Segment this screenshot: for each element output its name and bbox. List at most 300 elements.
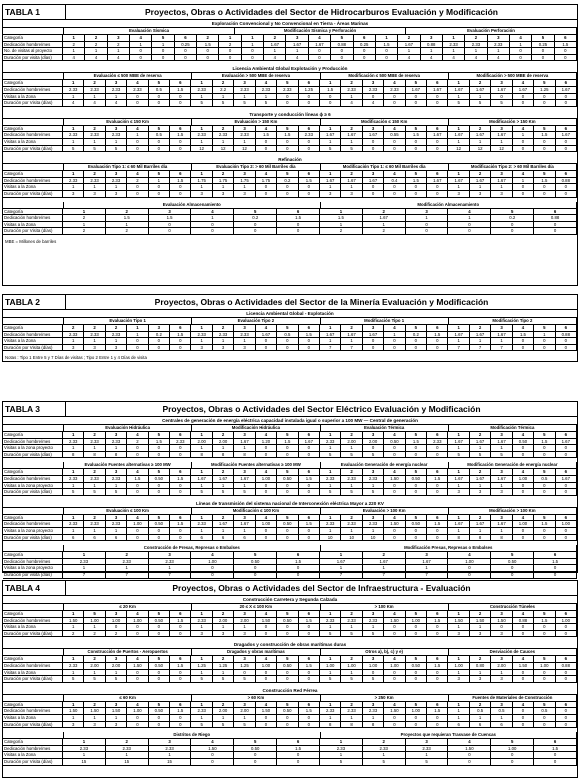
table-cell: 2.00 bbox=[84, 663, 105, 670]
table-cell: 5 bbox=[363, 452, 384, 459]
table-cell: 2.00 bbox=[213, 439, 234, 446]
table-cell: 3 bbox=[191, 631, 212, 638]
table-cell: 1 bbox=[320, 126, 341, 133]
table-cell: 1 bbox=[63, 752, 106, 759]
subheading: Evaluación Tipo 1 bbox=[64, 318, 192, 324]
subheading-row bbox=[3, 425, 577, 432]
table-title-bar bbox=[3, 402, 577, 417]
table-cell: 0 bbox=[384, 722, 405, 729]
table-cell: 3 bbox=[470, 489, 491, 496]
subheading-spacer bbox=[3, 28, 64, 34]
table-cell: 1.67 bbox=[470, 439, 491, 446]
data-grid bbox=[3, 80, 577, 106]
table-cell: 1.00 bbox=[406, 708, 427, 715]
table-cell: 2.33 bbox=[320, 618, 341, 625]
table-cell: 1.67 bbox=[491, 476, 512, 483]
table-cell: 1.67 bbox=[470, 132, 491, 139]
subheading: Modificación Tipo 1 bbox=[321, 318, 449, 324]
table-cell: 2 bbox=[470, 702, 491, 709]
subheading: Modificación ≤ 500 MBE de reserva bbox=[321, 73, 449, 79]
table-cell: 2 bbox=[63, 631, 84, 638]
table-cell: 1 bbox=[106, 528, 127, 535]
table-cell: 0 bbox=[448, 565, 491, 572]
data-grid bbox=[3, 552, 577, 578]
table-cell: 5 bbox=[406, 611, 427, 618]
table-cell: 5 bbox=[406, 656, 427, 663]
table-cell: 0 bbox=[256, 184, 277, 191]
table-cell: 1.5 bbox=[277, 439, 298, 446]
table-title: Proyectos, Obras o Actividades del Sector Eléctrico Evaluación y Modificación bbox=[162, 404, 481, 414]
table-cell: 5 bbox=[152, 35, 174, 42]
table-cell: 0 bbox=[277, 191, 298, 198]
table-cell: 1 bbox=[320, 325, 341, 332]
table-cell: 1 bbox=[84, 715, 105, 722]
table-cell: 12 bbox=[448, 146, 469, 153]
table-cell: 5 bbox=[277, 515, 298, 522]
table-cell: 5 bbox=[534, 126, 555, 133]
table-cell: 1.50 bbox=[448, 618, 469, 625]
table-cell: 2 bbox=[341, 325, 362, 332]
table-cell: 1.67 bbox=[341, 132, 362, 139]
table-cell: 3 bbox=[491, 80, 512, 87]
table-cell: 3 bbox=[84, 191, 105, 198]
table-cell: 0 bbox=[149, 722, 170, 729]
table-cell: 5 bbox=[320, 452, 341, 459]
table-cell: 0 bbox=[513, 452, 534, 459]
table-cell: 0 bbox=[534, 445, 555, 452]
table-cell: 1 bbox=[234, 94, 255, 101]
table-cell: 1 bbox=[320, 702, 341, 709]
table-cell: 0 bbox=[234, 565, 277, 572]
subheading: Evaluación Hidráulica bbox=[64, 425, 192, 431]
table-cell: 1 bbox=[191, 656, 212, 663]
table-cell: 3 bbox=[213, 191, 234, 198]
table-cell: 2 bbox=[470, 325, 491, 332]
table-cell: 2 bbox=[363, 209, 406, 216]
table-cell: 0 bbox=[130, 55, 152, 62]
table-cell: 0 bbox=[191, 228, 234, 235]
table-cell: 1.67 bbox=[448, 87, 469, 94]
table-cell: 0 bbox=[299, 191, 320, 198]
table-cell: 5 bbox=[277, 469, 298, 476]
table-cell: 1 bbox=[320, 528, 341, 535]
table-cell: 4 bbox=[127, 126, 148, 133]
table-cell: 1.5 bbox=[277, 132, 298, 139]
table-cell: 0.50 bbox=[149, 521, 170, 528]
table-cell: 5 bbox=[331, 35, 353, 42]
table-cell: 0 bbox=[513, 489, 534, 496]
table-cell: 1.67 bbox=[448, 521, 469, 528]
table-cell: 0 bbox=[127, 452, 148, 459]
table-cell: 1 bbox=[127, 332, 148, 339]
table-cell: 1.00 bbox=[556, 521, 577, 528]
table-cell: 1 bbox=[491, 528, 512, 535]
table-cell: 1 bbox=[191, 80, 212, 87]
table-cell: 6 bbox=[427, 656, 448, 663]
table-cell: 0 bbox=[170, 631, 191, 638]
table-cell: 1.50 bbox=[470, 618, 491, 625]
table-cell: 1 bbox=[363, 483, 384, 490]
table-cell: 1 bbox=[84, 139, 105, 146]
table-cell: 0 bbox=[299, 489, 320, 496]
table-cell: 5 bbox=[491, 739, 534, 746]
table-cell: 2.33 bbox=[149, 559, 192, 566]
table-cell: 1 bbox=[63, 432, 84, 439]
table-cell: 2.33 bbox=[63, 332, 84, 339]
table-cell: 0.88 bbox=[534, 215, 577, 222]
table-cell: 0 bbox=[149, 631, 170, 638]
table-cell: 0 bbox=[299, 184, 320, 191]
table-cell: 1 bbox=[106, 445, 127, 452]
subheading: Evaluación Tipo 2: > 60 Mil Barriles día bbox=[192, 164, 320, 170]
table-cell: 2 bbox=[84, 631, 105, 638]
table-cell: 0 bbox=[534, 345, 555, 352]
table-cell: 1 bbox=[491, 483, 512, 490]
table-cell: 1 bbox=[320, 739, 363, 746]
table-cell: 1 bbox=[106, 184, 127, 191]
table-cell: 1 bbox=[341, 483, 362, 490]
table-cell: 1 bbox=[191, 215, 234, 222]
table-cell: 1 bbox=[491, 184, 512, 191]
table-cell: 0 bbox=[534, 676, 555, 683]
table-cell: 5 bbox=[406, 702, 427, 709]
table-cell: 5 bbox=[320, 676, 341, 683]
table-cell: 1 bbox=[448, 624, 469, 631]
table-cell: 1.00 bbox=[534, 663, 555, 670]
table-cell: 3 bbox=[106, 722, 127, 729]
table-cell: 3 bbox=[491, 676, 512, 683]
table-cell: 0 bbox=[363, 94, 384, 101]
table-cell: 0 bbox=[363, 670, 384, 677]
table-cell: 5 bbox=[277, 432, 298, 439]
table-cell: 4 bbox=[264, 55, 286, 62]
table-cell: 1.67 bbox=[320, 132, 341, 139]
table-cell: 1 bbox=[149, 565, 192, 572]
table-cell: 1.00 bbox=[363, 663, 384, 670]
table-cell: 1 bbox=[448, 80, 469, 87]
table-cell: 0 bbox=[170, 94, 191, 101]
table-cell: 0.88 bbox=[556, 332, 577, 339]
table-cell: 0 bbox=[234, 759, 277, 766]
subheading-row bbox=[3, 462, 577, 469]
table-cell: 1 bbox=[470, 184, 491, 191]
table-cell: 0 bbox=[534, 338, 555, 345]
table-cell: 1 bbox=[320, 611, 341, 618]
table-cell: 0 bbox=[513, 528, 534, 535]
tabla-4 bbox=[2, 580, 578, 778]
table-cell: 5 bbox=[277, 656, 298, 663]
table-cell: 1 bbox=[191, 469, 212, 476]
table-cell: 2 bbox=[106, 325, 127, 332]
table-cell: 6 bbox=[175, 35, 197, 42]
row-label: Categoría bbox=[3, 80, 63, 87]
table-cell: 0 bbox=[513, 184, 534, 191]
subheading-row bbox=[3, 164, 577, 171]
table-cell: 6 bbox=[427, 325, 448, 332]
table-cell: 1 bbox=[320, 184, 341, 191]
subheading-row bbox=[3, 649, 577, 656]
table-cell: 1.00 bbox=[256, 521, 277, 528]
table-cell: 4 bbox=[108, 55, 130, 62]
table-cell: 1 bbox=[363, 715, 384, 722]
table-cell: 0 bbox=[363, 139, 384, 146]
table-cell: 5 bbox=[534, 515, 555, 522]
table-cell: 3 bbox=[363, 80, 384, 87]
table-cell: 1 bbox=[106, 715, 127, 722]
table-cell: 3 bbox=[491, 325, 512, 332]
table-cell: 2 bbox=[84, 432, 105, 439]
table-cell: 5 bbox=[491, 100, 512, 107]
table-cell: 0 bbox=[299, 483, 320, 490]
table-cell: 1 bbox=[448, 184, 469, 191]
table-cell: 1 bbox=[63, 338, 84, 345]
table-cell: 1.67 bbox=[427, 87, 448, 94]
table-cell: 1.50 bbox=[63, 708, 84, 715]
table-cell: 0 bbox=[277, 670, 298, 677]
table-cell: 0 bbox=[556, 708, 577, 715]
row-label: Dedicación hombre/mes bbox=[3, 663, 63, 670]
table-cell: 3 bbox=[421, 35, 443, 42]
table-cell: 15 bbox=[106, 759, 149, 766]
table-cell: 0 bbox=[384, 670, 405, 677]
table-cell: 1 bbox=[63, 656, 84, 663]
table-cell: 2.33 bbox=[427, 439, 448, 446]
table-cell: 4 bbox=[384, 515, 405, 522]
table-cell: 5 bbox=[84, 146, 105, 153]
table-cell: 0 bbox=[384, 146, 405, 153]
table-cell: 5 bbox=[363, 676, 384, 683]
table-cell: 1.67 bbox=[341, 332, 362, 339]
table-cell: 4 bbox=[513, 126, 534, 133]
table-cell: 5 bbox=[149, 126, 170, 133]
table-cell: 5 bbox=[149, 656, 170, 663]
subheading: 20 ≤ X ≤ 100 Km bbox=[192, 604, 320, 610]
table-cell: 2 bbox=[197, 35, 219, 42]
table-cell: 6 bbox=[427, 432, 448, 439]
table-cell: 2 bbox=[470, 126, 491, 133]
table-cell: 1 bbox=[106, 670, 127, 677]
table-cell: 1 bbox=[398, 48, 420, 55]
section-heading: Transporte y conducción líneas ϕ ≥ 6 bbox=[3, 111, 577, 119]
table-title-bar bbox=[3, 295, 577, 310]
table-cell: 2.00 bbox=[106, 663, 127, 670]
table-cell: 2 bbox=[470, 171, 491, 178]
table-cell: 0 bbox=[191, 572, 234, 579]
table-cell: 0 bbox=[127, 489, 148, 496]
table-cell: 2 bbox=[470, 656, 491, 663]
subheading: ≤ 60 Km bbox=[64, 695, 192, 701]
table-cell: 1.5 bbox=[320, 87, 341, 94]
table-cell: 3 bbox=[106, 656, 127, 663]
table-cell: 4 bbox=[448, 209, 491, 216]
table-cell: 2.33 bbox=[84, 178, 105, 185]
table-cell: 1 bbox=[213, 483, 234, 490]
table-cell: 0 bbox=[277, 100, 298, 107]
table-cell: 5 bbox=[277, 171, 298, 178]
subheading: Evaluación Almacenamiento bbox=[64, 202, 321, 208]
table-cell: 2 bbox=[341, 469, 362, 476]
table-cell: 3 bbox=[448, 676, 469, 683]
subheading-spacer bbox=[3, 508, 64, 514]
table-cell: 1.5 bbox=[534, 618, 555, 625]
table-cell: 0 bbox=[491, 752, 534, 759]
subheading: Otros a), b), c) y e) bbox=[321, 649, 449, 655]
table-cell: 1.5 bbox=[170, 708, 191, 715]
table-cell: 5 bbox=[491, 552, 534, 559]
table-cell: 8 bbox=[341, 722, 362, 729]
subheading: Fuentes de Materiales de Construcción bbox=[449, 695, 577, 701]
table-cell: 5 bbox=[534, 656, 555, 663]
table-cell: 0 bbox=[556, 139, 577, 146]
table-cell: 2 bbox=[84, 656, 105, 663]
table-cell: 6 bbox=[427, 80, 448, 87]
table-cell: 0 bbox=[127, 94, 148, 101]
table-cell: 1 bbox=[106, 139, 127, 146]
table-cell: 0 bbox=[556, 146, 577, 153]
table-cell: 0.5 bbox=[534, 708, 555, 715]
table-cell: 0 bbox=[534, 184, 555, 191]
table-cell: 0 bbox=[406, 483, 427, 490]
table-cell: 0 bbox=[427, 489, 448, 496]
table-cell: 1 bbox=[63, 552, 106, 559]
table-cell: 0 bbox=[534, 565, 577, 572]
table-cell: 0 bbox=[513, 94, 534, 101]
table-cell: 3 bbox=[234, 345, 255, 352]
table-cell: 1.5 bbox=[256, 132, 277, 139]
subheading: > 100 Km bbox=[321, 604, 449, 610]
table-cell: 1.67 bbox=[470, 521, 491, 528]
table-cell: 2.33 bbox=[84, 521, 105, 528]
table-cell: 5 bbox=[534, 469, 555, 476]
table-cell: 0 bbox=[556, 722, 577, 729]
table-cell: 0 bbox=[149, 345, 170, 352]
table-cell: 0.88 bbox=[331, 42, 353, 49]
table-cell: 0 bbox=[510, 48, 532, 55]
table-cell: 0 bbox=[149, 139, 170, 146]
table-cell: 0.88 bbox=[556, 663, 577, 670]
section-heading: Dragados y construcción de obras marítimas duras bbox=[3, 641, 577, 649]
table-cell: 0 bbox=[513, 624, 534, 631]
row-label: Categoría bbox=[3, 325, 63, 332]
table-cell: 1 bbox=[106, 94, 127, 101]
table-cell: 1.67 bbox=[406, 559, 449, 566]
table-cell: 2 bbox=[341, 126, 362, 133]
table-cell: 6 bbox=[534, 209, 577, 216]
table-cell: 1 bbox=[448, 611, 469, 618]
table-cell: 2.33 bbox=[191, 332, 212, 339]
table-cell: 2 bbox=[213, 325, 234, 332]
row-label: Categoría bbox=[3, 171, 63, 178]
table-cell: 0.50 bbox=[277, 618, 298, 625]
table-cell: 2 bbox=[213, 515, 234, 522]
table-cell: 1 bbox=[84, 528, 105, 535]
table-cell: 1 bbox=[320, 171, 341, 178]
table-cell: 0.50 bbox=[277, 476, 298, 483]
table-cell: 3 bbox=[363, 656, 384, 663]
table-cell: 1 bbox=[320, 139, 341, 146]
table-cell: 1 bbox=[219, 35, 241, 42]
subheading: ≤ 20 Km bbox=[64, 604, 192, 610]
table-cell: 0 bbox=[170, 722, 191, 729]
table-cell: 0 bbox=[234, 752, 277, 759]
subheading-row bbox=[3, 318, 577, 325]
table-cell: 2 bbox=[470, 432, 491, 439]
subheading: Construcción de Puertos - Aeropuertos bbox=[64, 649, 192, 655]
table-cell: 0 bbox=[513, 445, 534, 452]
table-cell: 1 bbox=[264, 48, 286, 55]
table-cell: 1 bbox=[320, 752, 363, 759]
table-cell: 2.33 bbox=[363, 476, 384, 483]
table-cell: 1.67 bbox=[448, 332, 469, 339]
table-cell: 1 bbox=[448, 708, 469, 715]
table-cell: 0 bbox=[149, 452, 170, 459]
table-cell: 5 bbox=[363, 631, 384, 638]
table-cell: 3 bbox=[491, 489, 512, 496]
table-cell: 4 bbox=[191, 552, 234, 559]
table-cell: 5 bbox=[149, 80, 170, 87]
data-grid bbox=[3, 126, 577, 152]
table-cell: 6 bbox=[299, 611, 320, 618]
table-cell: 0 bbox=[331, 48, 353, 55]
table-cell: 8 bbox=[363, 722, 384, 729]
table-cell: 0 bbox=[127, 139, 148, 146]
table-cell: 3 bbox=[341, 191, 362, 198]
table-cell: 8 bbox=[191, 452, 212, 459]
table-cell: 2 bbox=[470, 469, 491, 476]
table-cell: 3 bbox=[363, 432, 384, 439]
table-cell: 8 bbox=[213, 452, 234, 459]
table-cell: 1.50 bbox=[448, 746, 491, 753]
table-cell: 3 bbox=[491, 611, 512, 618]
table-cell: 2.33 bbox=[341, 476, 362, 483]
table-cell: 6 bbox=[534, 739, 577, 746]
table-cell: 0 bbox=[299, 528, 320, 535]
table-cell: 4 bbox=[256, 611, 277, 618]
table-cell: 4 bbox=[191, 739, 234, 746]
table-cell: 4 bbox=[256, 515, 277, 522]
table-cell: 6 bbox=[170, 469, 191, 476]
tabla-2 bbox=[2, 294, 578, 362]
table-cell: 1.50 bbox=[63, 618, 84, 625]
table-cell: 1.5 bbox=[170, 132, 191, 139]
table-cell: 1.67 bbox=[341, 178, 362, 185]
table-cell: 1.67 bbox=[470, 178, 491, 185]
table-cell: 0 bbox=[299, 338, 320, 345]
table-cell: 0 bbox=[363, 184, 384, 191]
table-cell: 2.33 bbox=[488, 42, 510, 49]
table-cell: 3 bbox=[491, 432, 512, 439]
table-cell: 2.33 bbox=[443, 42, 465, 49]
table-cell: 5 bbox=[234, 722, 255, 729]
subheading-row bbox=[3, 695, 577, 702]
table-cell: 3 bbox=[491, 702, 512, 709]
table-cell: 1 bbox=[448, 325, 469, 332]
table-cell: 1 bbox=[320, 565, 363, 572]
data-grid bbox=[3, 469, 577, 495]
table-cell: 1.67 bbox=[320, 178, 341, 185]
subheading: Evaluación ≤ 100 Km bbox=[64, 508, 192, 514]
table-cell: 0 bbox=[256, 452, 277, 459]
subheading: Modificación Generación de energía nuclear bbox=[449, 462, 577, 468]
table-cell: 1 bbox=[242, 35, 264, 42]
table-cell: 5 bbox=[191, 722, 212, 729]
table-cell: 6 bbox=[299, 515, 320, 522]
subheading: > 60 Km bbox=[192, 695, 320, 701]
table-cell: 1.5 bbox=[320, 215, 363, 222]
row-label: Dedicación hombre/mes bbox=[3, 708, 63, 715]
subheading-spacer bbox=[3, 695, 64, 701]
row-label: Dedicación hombre/mes bbox=[3, 87, 63, 94]
